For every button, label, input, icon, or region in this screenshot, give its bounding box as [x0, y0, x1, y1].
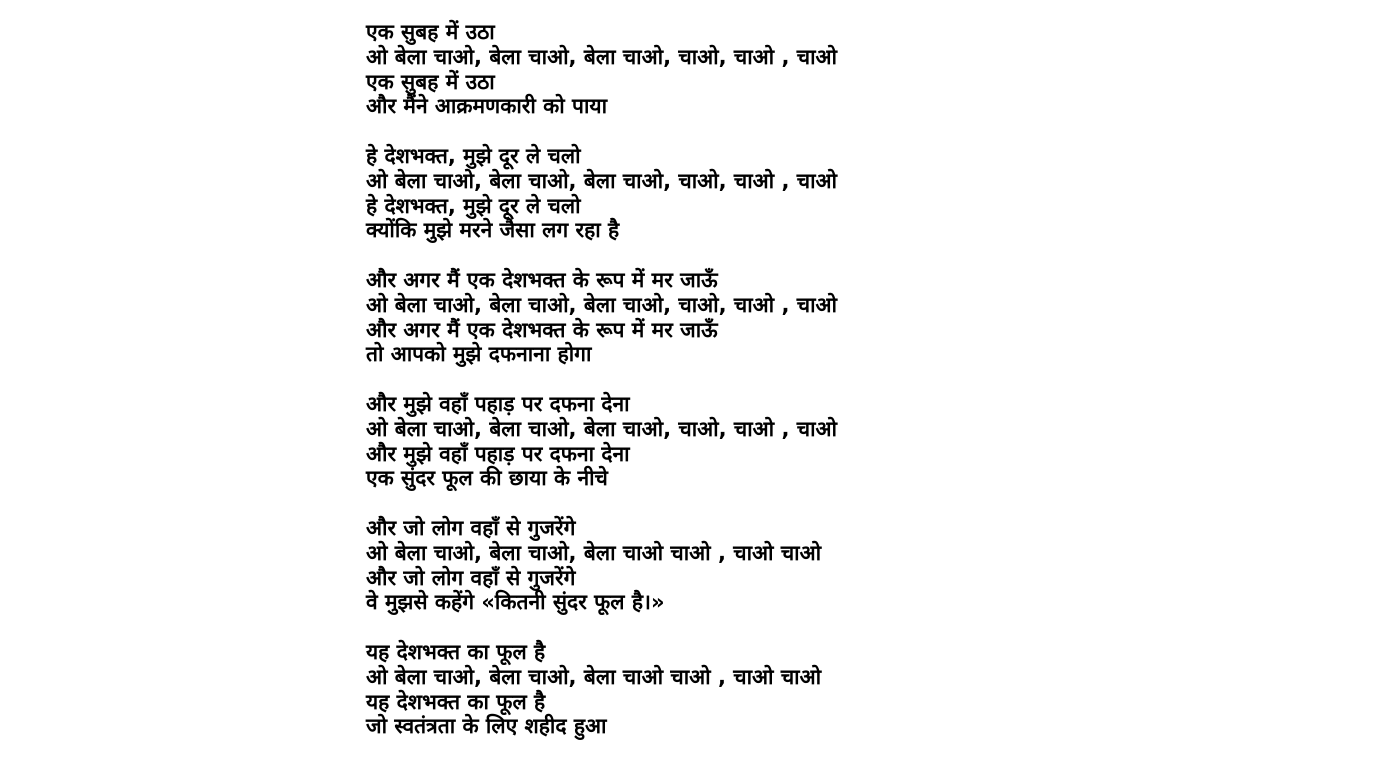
stanza-4	[366, 392, 1026, 491]
lyric-line: और मैंने आक्रमणकारी को पाया	[366, 94, 608, 119]
lyric-line: एक सुबह में उठा	[366, 69, 495, 94]
lyric-line: और जो लोग वहाँ से गुजरेंगे	[366, 515, 576, 540]
lyric-line: और मुझे वहाँ पहाड़ पर दफना देना	[366, 391, 630, 416]
lyric-line: यह देशभक्त का फूल है	[366, 689, 546, 714]
lyric-line: और अगर मैं एक देशभक्त के रूप में मर जाऊँ	[366, 267, 718, 292]
lyric-line: और मुझे वहाँ पहाड़ पर दफना देना	[366, 441, 630, 466]
lyric-line: ओ बेला चाओ, बेला चाओ, बेला चाओ चाओ , चाओ चाओ	[366, 664, 822, 689]
lyric-line: ओ बेला चाओ, बेला चाओ, बेला चाओ चाओ , चाओ चाओ	[366, 540, 822, 565]
lyric-line: ओ बेला चाओ, बेला चाओ, बेला चाओ, चाओ, चाओ , चाओ	[366, 44, 838, 69]
lyric-line: एक सुबह में उठा	[366, 20, 495, 44]
stanza-5	[366, 516, 1026, 615]
lyric-line: और जो लोग वहाँ से गुजरेंगे	[366, 565, 576, 590]
stanza-2	[366, 144, 1026, 243]
stanza-1	[366, 20, 1026, 119]
lyric-line: एक सुंदर फूल की छाया के नीचे	[366, 466, 608, 491]
lyric-line: और अगर मैं एक देशभक्त के रूप में मर जाऊँ	[366, 317, 718, 342]
lyric-line: यह देशभक्त का फूल है	[366, 639, 546, 664]
lyric-line: हे देशभक्त, मुझे दूर ले चलो	[366, 193, 581, 218]
lyric-line: ओ बेला चाओ, बेला चाओ, बेला चाओ, चाओ, चाओ , चाओ	[366, 168, 838, 193]
lyric-line: वे मुझसे कहेंगे «कितनी सुंदर फूल है।»	[366, 590, 665, 615]
lyric-line: तो आपको मुझे दफनाना होगा	[366, 342, 592, 367]
stanza-6	[366, 640, 1026, 739]
lyric-line: हे देशभक्त, मुझे दूर ले चलो	[366, 143, 581, 168]
lyric-line: क्योंकि मुझे मरने जैसा लग रहा है	[366, 218, 620, 243]
lyric-line: जो स्वतंत्रता के लिए शहीद हुआ	[366, 714, 607, 739]
lyric-line: ओ बेला चाओ, बेला चाओ, बेला चाओ, चाओ, चाओ , चाओ	[366, 292, 838, 317]
lyric-line: ओ बेला चाओ, बेला चाओ, बेला चाओ, चाओ, चाओ , चाओ	[366, 416, 838, 441]
stanza-3	[366, 268, 1026, 367]
lyrics-text	[366, 20, 1026, 739]
